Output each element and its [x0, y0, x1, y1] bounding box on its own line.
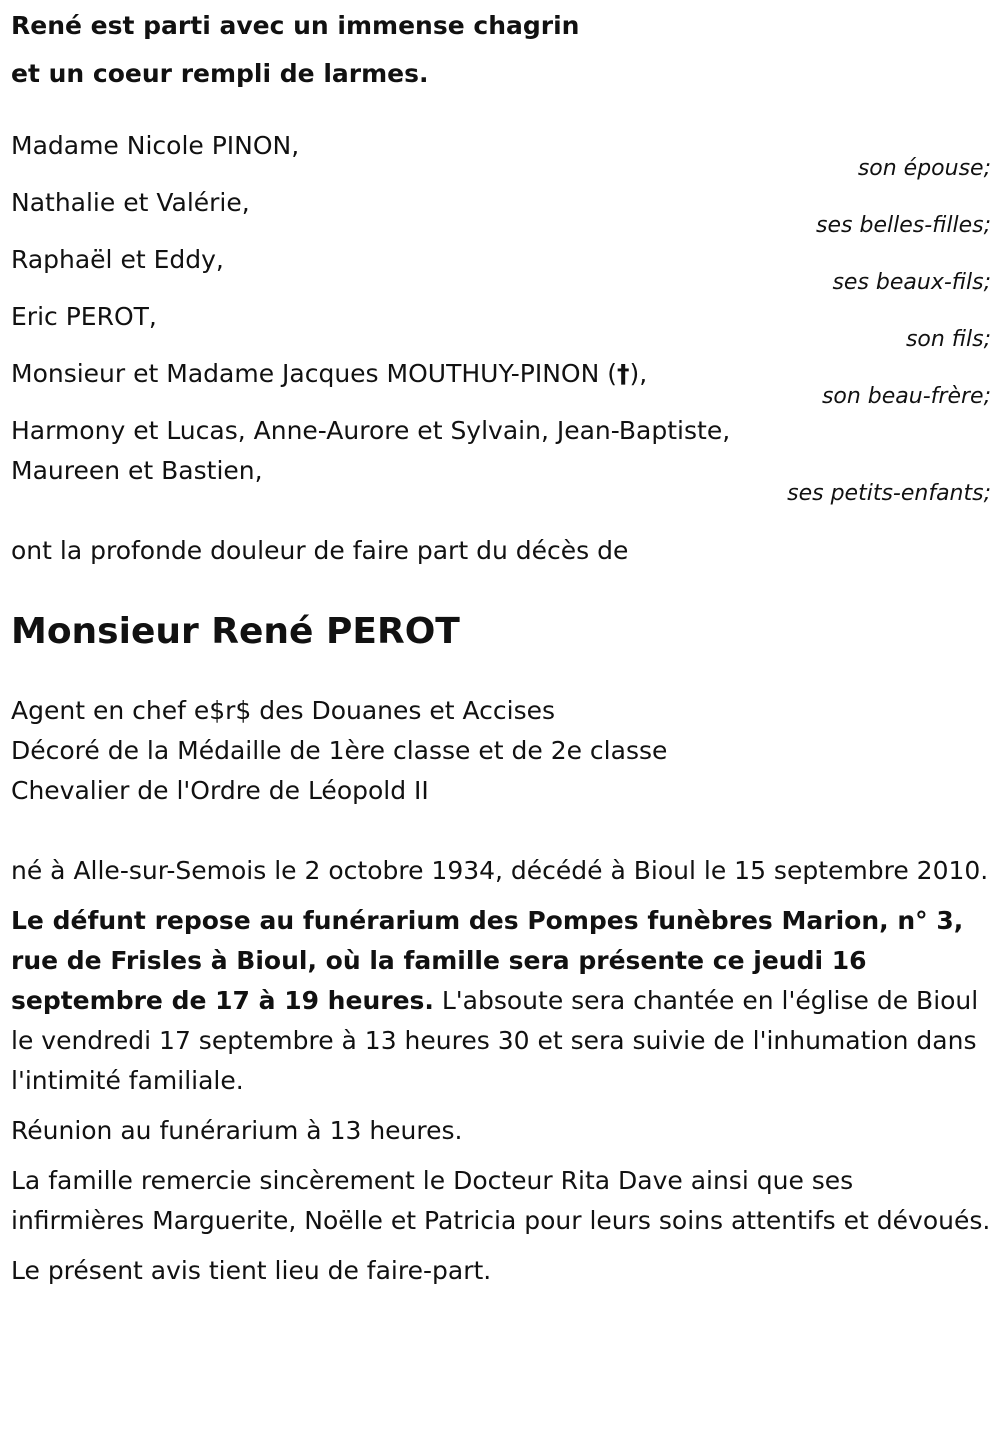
announcement: ont la profonde douleur de faire part du décès de — [11, 536, 629, 565]
funeral-details — [11, 901, 991, 1101]
family-entry — [11, 297, 991, 351]
meeting-info: Réunion au funérarium à 13 heures. — [11, 1116, 463, 1145]
family-names-before: Monsieur et Madame Jacques MOUTHUY-PINON ( — [11, 359, 617, 388]
obituary-notice — [11, 0, 991, 1291]
intro-line-1: René est parti avec un immense chagrin — [11, 11, 580, 40]
family-entry — [11, 183, 991, 237]
family-role: son beau-frère; — [821, 384, 991, 409]
family-entry — [11, 126, 991, 180]
family-entry — [11, 240, 991, 294]
family-role: son épouse; — [857, 156, 991, 181]
funeral-ceremony: L'absoute sera chantée en l'église de Bioul le vendredi 17 septembre à 13 heures 30 et sera suivie de l'inhumation dans l'intimité familiale. — [11, 986, 979, 1095]
family-names: Nathalie et Valérie, — [11, 188, 250, 217]
family-names: Madame Nicole PINON, — [11, 131, 300, 160]
title-line: Chevalier de l'Ordre de Léopold II — [11, 776, 429, 805]
family-names: Harmony et Lucas, Anne-Aurore et Sylvain, Jean-Baptiste, Maureen et Bastien, — [11, 416, 731, 485]
family-role: ses belles-filles; — [816, 213, 991, 238]
family-entry — [11, 411, 991, 505]
family-names: Raphaël et Eddy, — [11, 245, 224, 274]
family-list — [11, 126, 991, 505]
titles-list — [11, 691, 991, 811]
deceased-name: Monsieur René PEROT — [11, 611, 460, 652]
title-line: Agent en chef e$r$ des Douanes et Accises — [11, 696, 556, 725]
family-entry — [11, 354, 991, 408]
birth-death: né à Alle-sur-Semois le 2 octobre 1934, décédé à Bioul le 15 septembre 2010. — [11, 856, 989, 885]
funeral-visitation: Le défunt repose au funérarium des Pompes funèbres Marion, n° 3, rue de Frisles à Bioul, où la famille sera présente ce jeudi 16 septembre de 17 à 19 heures. — [11, 906, 964, 1015]
title-line: Décoré de la Médaille de 1ère classe et de 2e classe — [11, 736, 668, 765]
intro-quote — [11, 2, 991, 98]
intro-line-2: et un coeur rempli de larmes. — [11, 59, 429, 88]
family-names-after: ), — [629, 359, 648, 388]
family-role: ses petits-enfants; — [787, 481, 991, 506]
closing-text: Le présent avis tient lieu de faire-part. — [11, 1256, 492, 1285]
family-role: ses beaux-fils; — [832, 270, 991, 295]
family-role: son fils; — [905, 327, 991, 352]
cross-icon: † — [617, 359, 630, 388]
family-names: Eric PEROT, — [11, 302, 157, 331]
thanks-text: La famille remercie sincèrement le Docteur Rita Dave ainsi que ses infirmières Marguerite, Noëlle et Patricia pour leurs soins attentifs et dévoués. — [11, 1166, 991, 1235]
